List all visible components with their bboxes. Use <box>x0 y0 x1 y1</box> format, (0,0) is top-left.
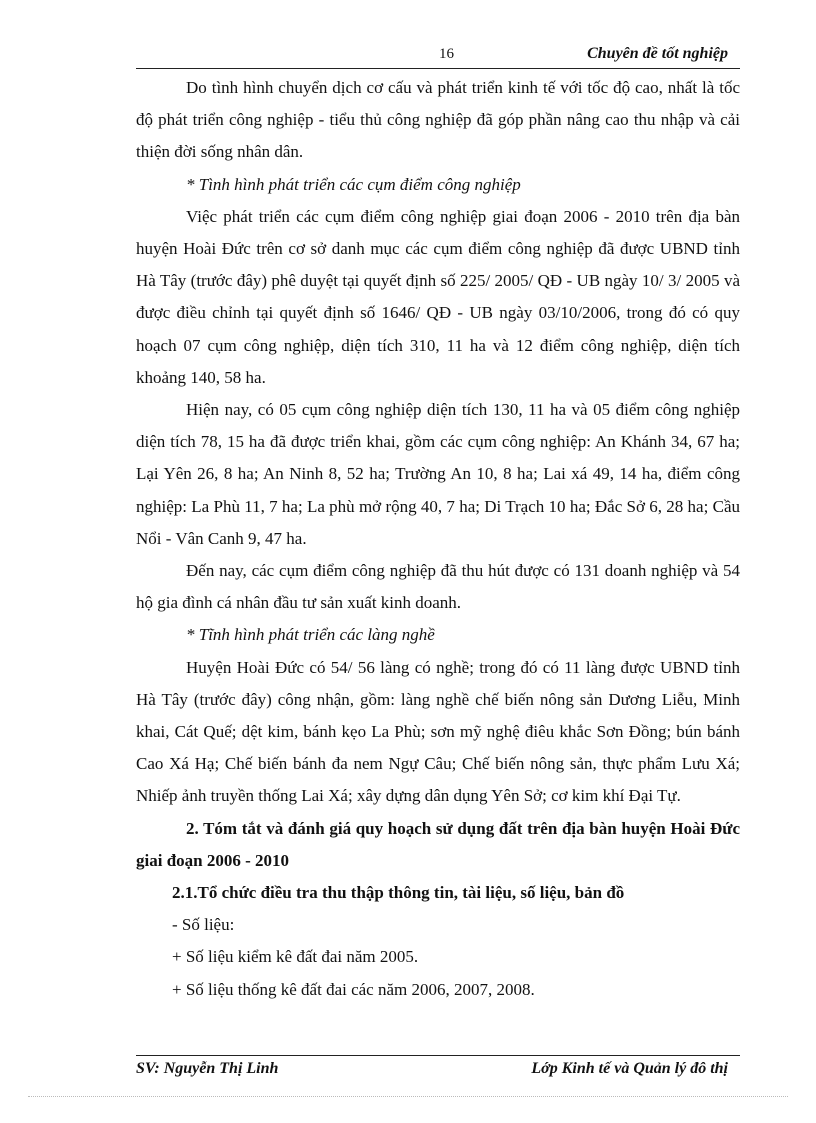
section-heading: * Tình hình phát triển các cụm điểm công nghiệp <box>186 174 521 194</box>
page-footer <box>136 1055 740 1082</box>
list-label: - Số liệu: <box>172 915 235 935</box>
subsection-title: 2.1.Tổ chức điều tra thu thập thông tin, tài liệu, số liệu, bản đồ <box>172 883 625 903</box>
footer-student: SV: Nguyễn Thị Linh <box>136 1060 279 1077</box>
list-item: + Số liệu thống kê đất đai các năm 2006, 2007, 2008. <box>172 979 535 999</box>
footer-class: Lớp Kinh tế và Quản lý đô thị <box>531 1060 728 1077</box>
header-title: Chuyên đề tốt nghiệp <box>587 45 728 62</box>
paragraph: Đến nay, các cụm điểm công nghiệp đã thu hút được có 131 doanh nghiệp và 54 hộ gia đình cá nhân đầu tư sản xuất kinh doanh. <box>136 561 740 613</box>
page-edge-divider <box>28 1096 788 1097</box>
page-number: 16 <box>439 46 454 62</box>
list-item: + Số liệu kiểm kê đất đai năm 2005. <box>172 947 419 967</box>
paragraph: Huyện Hoài Đức có 54/ 56 làng có nghề; trong đó có 11 làng được UBND tỉnh Hà Tây (trước đây) công nhận, gồm: làng nghề chế biến nông sản Dương Liễu, Minh khai, Cát Quế; dệt kim, bánh kẹo La Phù; sơn mỹ nghệ điêu khắc Sơn Đồng; bún bánh Cao Xá Hạ; Chế biến bánh đa nem Ngự Câu; Chế biến nông sản, thực phẩm Lưu Xá; Nhiếp ảnh truyền thống Lai Xá; xây dựng dân dụng Yên Sở; cơ kim khí Đại Tự. <box>136 657 740 806</box>
section-title: 2. Tóm tắt và đánh giá quy hoạch sử dụng đất trên địa bàn huyện Hoài Đức giai đoạn 2006 - 2010 <box>136 818 740 870</box>
page-header <box>136 44 740 69</box>
paragraph: Hiện nay, có 05 cụm công nghiệp diện tích 130, 11 ha và 05 điểm công nghiệp diện tích 78, 15 ha đã được triển khai, gồm các cụm công nghiệp: An Khánh 34, 67 ha; Lại Yên 26, 8 ha; An Ninh 8, 52 ha; Trường An 10, 8 ha; Lai xá 49, 14 ha, điểm công nghiệp: La Phù 11, 7 ha; La phù mở rộng 40, 7 ha; Di Trạch 10 ha; Đắc Sở 6, 28 ha; Cầu Nổi - Vân Canh 9, 47 ha. <box>136 400 740 548</box>
paragraph: Việc phát triển các cụm điểm công nghiệp giai đoạn 2006 - 2010 trên địa bàn huyện Hoài Đức trên cơ sở danh mục các cụm điểm công nghiệp đã được UBND tỉnh Hà Tây (trước đây) phê duyệt tại quyết định số 225/ 2005/ QĐ - UB ngày 10/ 3/ 2005 và được điều chỉnh tại quyết định số 1646/ QĐ - UB ngày 03/10/2006, trong đó có quy hoạch 07 cụm công nghiệp, diện tích 310, 11 ha và 12 điểm công nghiệp, diện tích khoảng 140, 58 ha. <box>136 206 740 387</box>
section-heading: * Tĩnh hình phát triển các làng nghề <box>186 625 435 645</box>
paragraph: Do tình hình chuyển dịch cơ cấu và phát triển kinh tế với tốc độ cao, nhất là tốc độ phát triển công nghiệp - tiểu thủ công nghiệp đã góp phần nâng cao thu nhập và cải thiện đời sống nhân dân. <box>136 78 740 162</box>
document-body <box>136 72 740 1006</box>
